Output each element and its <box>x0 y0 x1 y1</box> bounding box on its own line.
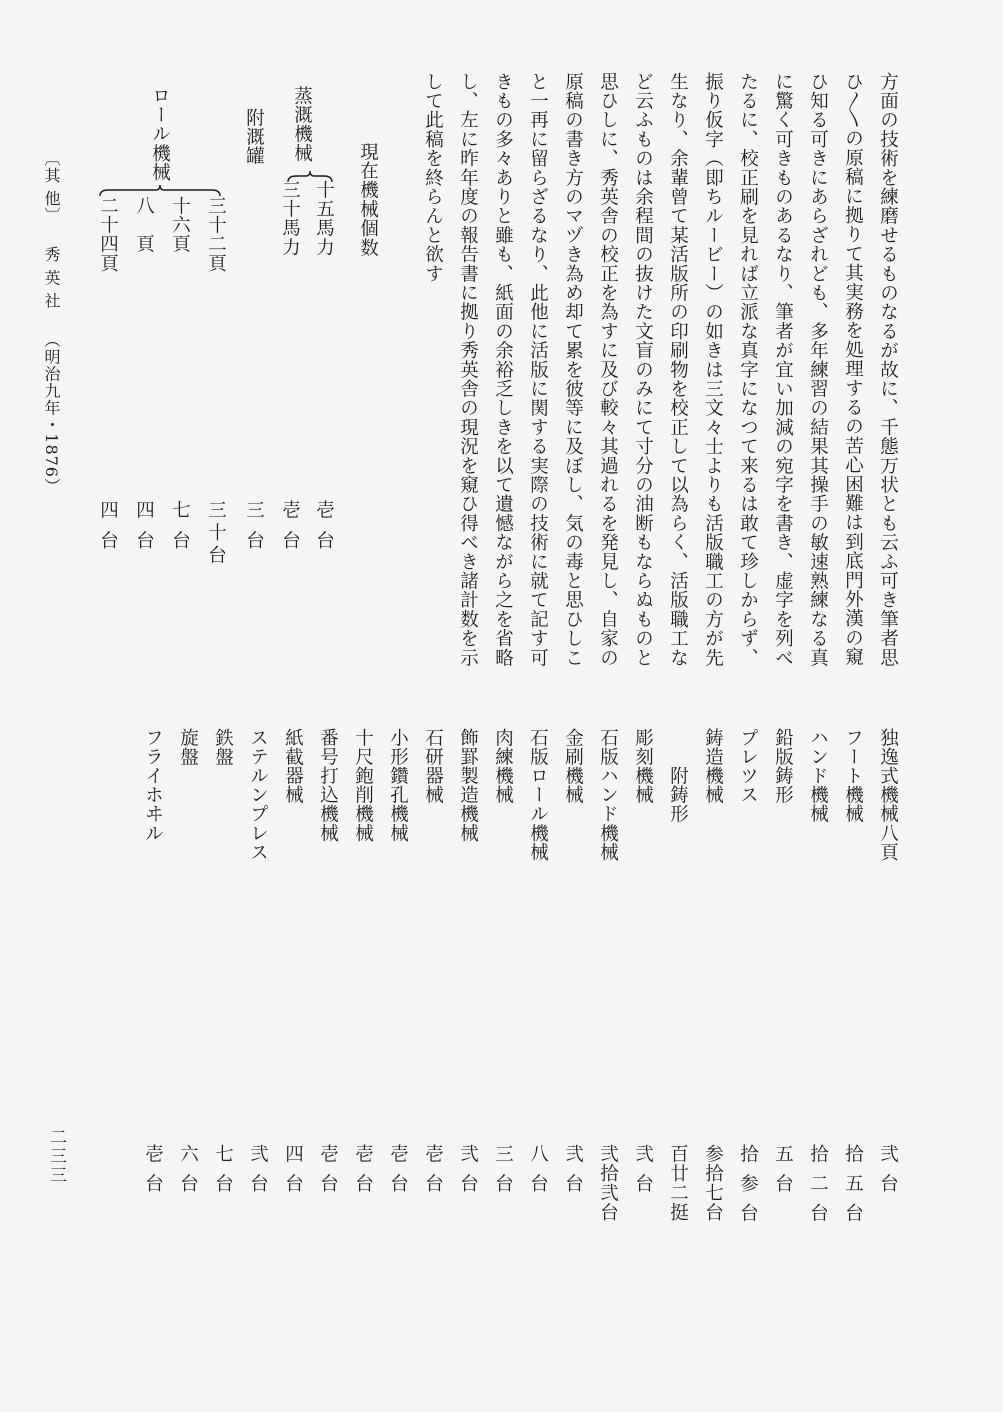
prose-line-10: 原稿の書き方のマヅき為め却て累を彼等に及ぼし、気の毒と思ひしこ <box>562 72 584 668</box>
machine-name-22: フライホヰル <box>142 728 164 843</box>
machine-count-8: 弐台 <box>632 1144 654 1203</box>
steam-sub-15hp: 十五馬力 <box>313 180 335 257</box>
machine-name-5: プレツス <box>737 728 759 805</box>
machine-name-13: 飾罫製造機械 <box>457 728 479 843</box>
machine-name-16: 十尺鉋削機械 <box>352 728 374 843</box>
steam-15hp-count: 壱台 <box>313 500 335 561</box>
machine-name-11: 石版ロール機械 <box>527 728 549 862</box>
boiler-label: 附溉罐 <box>243 108 265 166</box>
machine-name-7: 附鋳形 <box>667 766 689 824</box>
boiler-count: 三台 <box>243 500 265 561</box>
machine-name-8: 彫刻機械 <box>632 728 654 805</box>
prose-line-5: たるに、校正刷を見れば立派な真字になつて来るは敢て珍しからず、 <box>737 72 759 668</box>
machine-name-20: 鉄盤 <box>212 728 234 767</box>
machine-name-2: フート機械 <box>842 728 864 824</box>
machine-count-1: 弐台 <box>877 1144 899 1203</box>
steam-sub-30hp: 三十馬力 <box>279 180 301 257</box>
prose-line-13: し、左に昨年度の報告書に拠り秀英舎の現況を窺ひ得べき諸計数を示 <box>457 72 479 668</box>
prose-line-6: 振り仮字（即ちルービー）の如きは三文々士よりも活版職工の方が先 <box>702 72 724 668</box>
prose-line-8: ど云ふものは余程間の抜けた文盲のみにて寸分の油断もならぬものと <box>632 72 654 668</box>
page-footer <box>40 150 63 495</box>
machine-count-15: 壱台 <box>387 1144 409 1203</box>
machine-name-18: 紙截器械 <box>282 728 304 805</box>
machine-name-9: 石版ハンド機械 <box>597 728 619 862</box>
prose-line-11: と一再に留らざるなり、此他に活版に関する実際の技術に就て記す可 <box>527 72 549 668</box>
prose-line-12: きもの多々ありと雖も、紙面の余裕乏しきを以て遺憾ながら之を省略 <box>492 72 514 668</box>
page-number: 二三三 <box>46 1128 66 1185</box>
machine-count-11: 八台 <box>527 1144 549 1203</box>
machine-name-4: 鉛版鋳形 <box>772 728 794 805</box>
roll-16p-count: 七台 <box>169 500 191 561</box>
prose-line-9: 思ひしに、秀英舎の校正を為すに及び較々其過れるを発見し、自家の <box>597 72 619 668</box>
machine-count-19: 弐台 <box>247 1144 269 1203</box>
prose-line-4: に驚く可きものあるなり、筆者が宜い加減の宛字を書き、虚字を列べ <box>772 72 794 668</box>
machine-name-19: ステルンプレス <box>247 728 269 862</box>
machine-name-21: 旋盤 <box>177 728 199 767</box>
machine-count-4: 五台 <box>772 1144 794 1203</box>
prose-line-7: 生なり、余輩曾て某活版所の印刷物を校正して以為らく、活版職工な <box>667 72 689 668</box>
machine-name-1: 独逸式機械八頁 <box>877 728 899 862</box>
roll-8p-count: 四台 <box>133 500 155 561</box>
machines-header: 現在機械個数 <box>357 142 379 258</box>
roll-24p-count: 四台 <box>97 500 119 561</box>
machine-name-17: 番号打込機械 <box>317 728 339 843</box>
roll-32p-count: 三十台 <box>205 500 227 568</box>
roll-item-32p: 三十二頁 <box>205 196 227 273</box>
footer-section: 〔其 他〕 <box>42 150 61 225</box>
machine-name-3: ハンド機械 <box>807 728 829 824</box>
machine-count-18: 四台 <box>282 1144 304 1203</box>
steam-30hp-count: 壱台 <box>279 500 301 561</box>
prose-line-1: 方面の技術を練磨せるものなるが故に、千態万状とも云ふ可き筆者思 <box>877 72 899 668</box>
machine-count-22: 壱台 <box>142 1144 164 1203</box>
roll-item-8p: 八 頁 <box>133 196 155 254</box>
machine-count-10: 弐台 <box>562 1144 584 1203</box>
machine-count-7: 百廿二挺 <box>667 1144 689 1222</box>
machine-name-12: 肉練機械 <box>492 728 514 805</box>
prose-line-14: して此稿を終らんと欲す <box>422 72 444 284</box>
machine-count-14: 壱台 <box>422 1144 444 1203</box>
machine-name-14: 石研器械 <box>422 728 444 805</box>
machine-count-17: 壱台 <box>317 1144 339 1203</box>
machine-count-21: 六台 <box>177 1144 199 1203</box>
machine-name-15: 小形鑽孔機械 <box>387 728 409 843</box>
steam-machine-label: 蒸溉機械 <box>291 86 313 163</box>
footer-publisher: 秀 英 社 <box>42 246 61 310</box>
roll-machine-label: ロール機械 <box>149 86 171 182</box>
machine-count-13: 弐台 <box>457 1144 479 1203</box>
prose-line-2: ひ〳〵の原稿に拠りて其実務を処理するの苦心困難は到底門外漢の窺 <box>842 72 864 667</box>
machine-count-2: 拾五台 <box>842 1144 864 1233</box>
machine-count-5: 拾参台 <box>737 1144 759 1233</box>
machine-count-12: 三台 <box>492 1144 514 1203</box>
machine-name-6: 鋳造機械 <box>702 728 724 805</box>
machine-count-9: 弐拾弐台 <box>597 1144 619 1222</box>
prose-line-3: ひ知る可きにあらざれども、多年練習の結果其操手の敏速熟練なる真 <box>807 72 829 668</box>
machine-count-6: 参拾七台 <box>702 1144 724 1222</box>
machine-count-3: 拾二台 <box>807 1144 829 1233</box>
machine-count-16: 壱台 <box>352 1144 374 1203</box>
roll-item-16p: 十六頁 <box>169 196 191 254</box>
footer-date: （明治九年・1876） <box>42 331 61 495</box>
machine-name-10: 金刷機械 <box>562 728 584 805</box>
machine-count-20: 七台 <box>212 1144 234 1203</box>
roll-item-24p: 二十四頁 <box>97 196 119 273</box>
